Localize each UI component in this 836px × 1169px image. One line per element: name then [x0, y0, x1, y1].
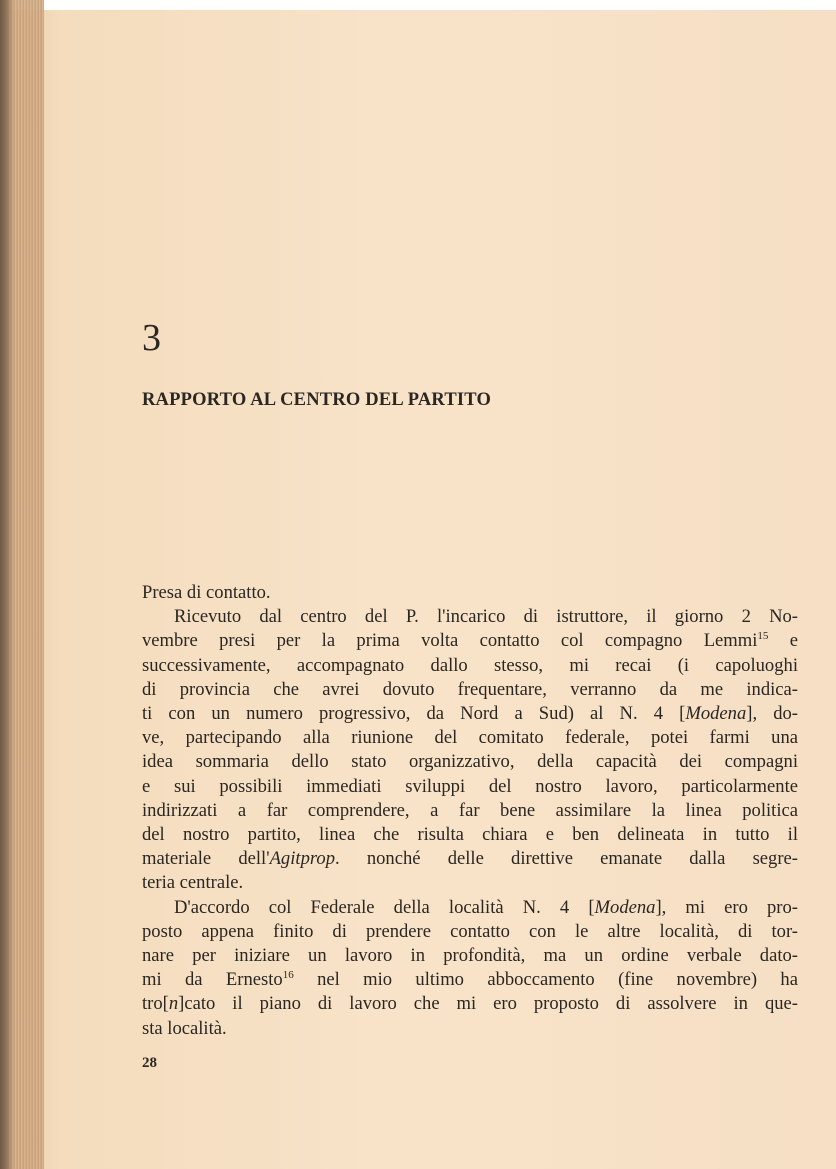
chapter-number: 3 — [142, 317, 161, 359]
text-line: successivamente, accompagnato dallo stesso, mi recai (i capoluoghi — [142, 654, 798, 676]
text-line — [142, 968, 798, 992]
text-line: nare per iniziare un lavoro in profondità, ma un ordine verbale dato- — [142, 945, 798, 967]
text-segment: tro[ — [142, 993, 169, 1015]
text-segment: nel mio ultimo abboccamento (fine novembre) ha — [293, 969, 798, 991]
page-number: 28 — [142, 1055, 157, 1071]
italic-text: n — [168, 993, 179, 1015]
text-line: Ricevuto dal centro del P. l'incarico di istruttore, il giorno 2 No- — [174, 606, 798, 628]
text-segment: ti con un numero progressivo, da Nord a Sud) al N. 4 [ — [142, 703, 686, 725]
text-segment: . nonché delle direttive emanate dalla segre- — [335, 848, 798, 870]
text-segment: materiale dell' — [142, 848, 270, 870]
italic-text: Agitprop — [269, 848, 336, 870]
text-segment: ], do- — [746, 703, 798, 725]
text-line: teria centrale. — [142, 872, 244, 894]
text-line — [142, 847, 798, 871]
text-segment: vembre presi per la prima volta contatto col compagno Lemmi — [142, 630, 758, 652]
chapter-title: RAPPORTO AL CENTRO DEL PARTITO — [142, 390, 492, 410]
text-line: sta località. — [142, 1017, 227, 1039]
text-line — [142, 629, 798, 653]
footnote-marker: 15 — [757, 630, 769, 643]
italic-text: Modena — [685, 703, 747, 725]
text-segment: ]cato il piano di lavoro che mi ero proposto di assolvere in que- — [178, 993, 798, 1015]
text-segment: e — [768, 630, 798, 652]
text-line — [142, 702, 798, 726]
text-line: idea sommaria dello stato organizzativo, della capacità dei compagni — [142, 751, 798, 773]
paragraph-2 — [142, 896, 798, 1041]
text-line: Presa di contatto. — [142, 582, 271, 603]
text-line — [142, 992, 798, 1016]
italic-text: Modena — [594, 896, 656, 918]
text-line: indirizzati a far comprendere, a far bene assimilare la linea politica — [142, 799, 798, 821]
section-heading-line — [142, 581, 798, 605]
text-line — [142, 896, 798, 920]
binding-shadow — [0, 0, 14, 1169]
text-line: di provincia che avrei dovuto frequentare, verranno da me indica- — [142, 678, 798, 700]
text-line: e sui possibili immediati sviluppi del nostro lavoro, particolarmente — [142, 775, 798, 797]
scan-top-edge — [0, 0, 836, 10]
paragraph-1 — [142, 605, 798, 895]
footnote-marker: 16 — [282, 969, 294, 982]
body-text — [142, 581, 798, 1041]
text-segment: D'accordo col Federale della località N. 4 [ — [174, 896, 595, 918]
text-line: ve, partecipando alla riunione del comitato federale, potei farmi una — [142, 727, 798, 749]
text-segment: mi da Ernesto — [142, 969, 283, 991]
text-line: del nostro partito, linea che risulta chiara e ben delineata in tutto il — [142, 824, 798, 846]
text-line: posto appena finito di prendere contatto con le altre località, di tor- — [142, 920, 798, 942]
text-segment: ], mi ero pro- — [655, 896, 798, 918]
